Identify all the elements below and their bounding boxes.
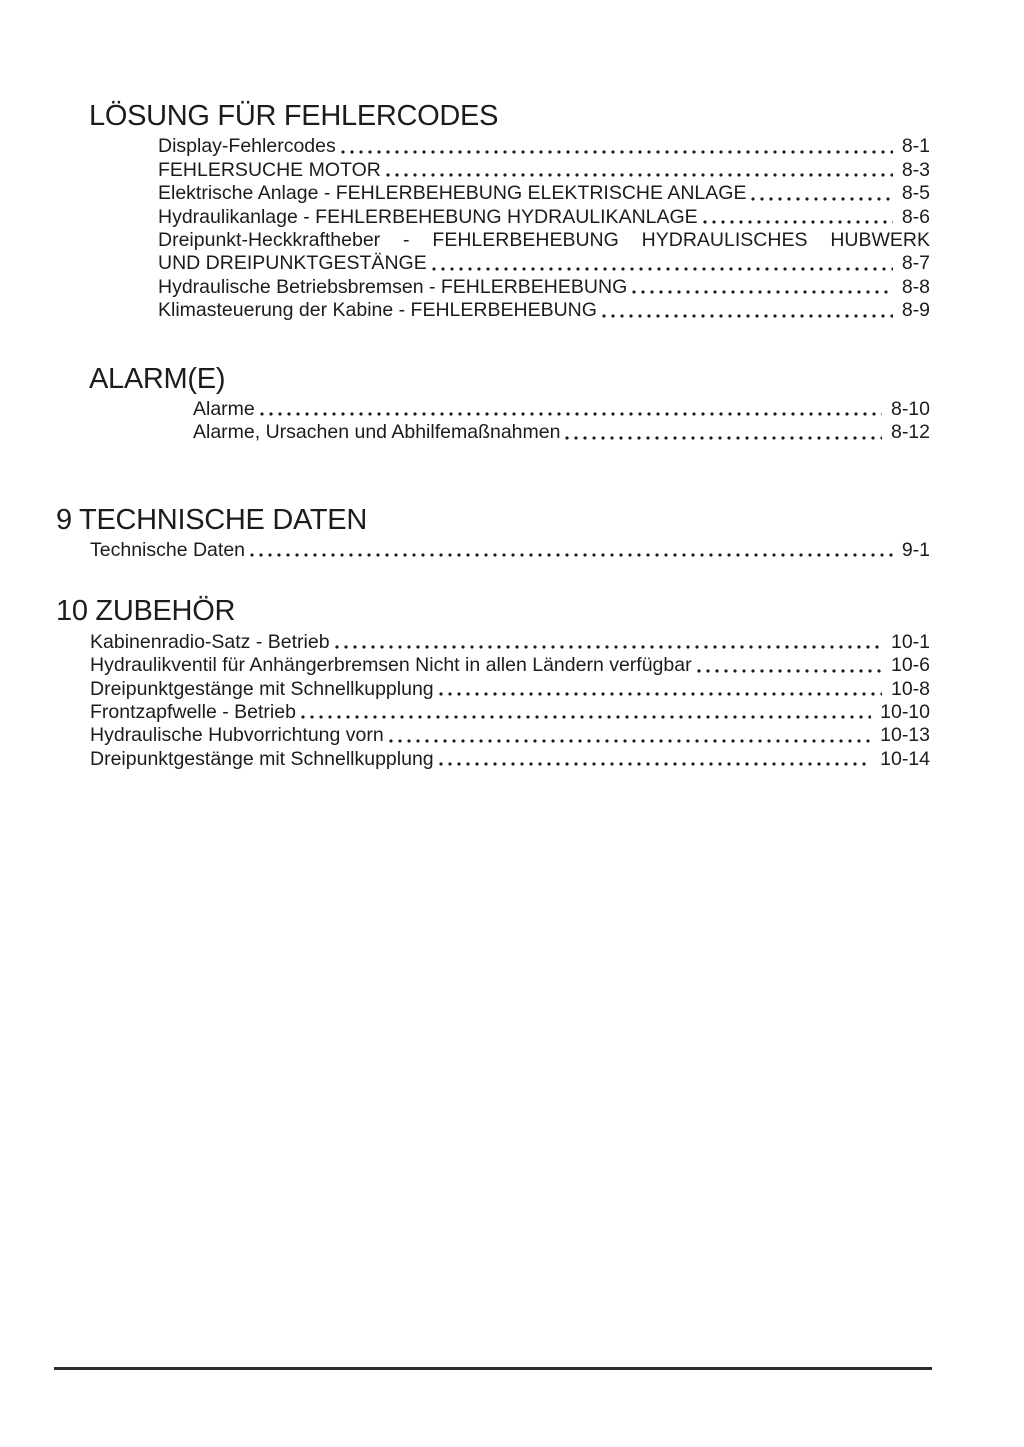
entry-list-zubehoer bbox=[90, 631, 930, 771]
toc-entry bbox=[193, 398, 930, 421]
dot-leader bbox=[248, 539, 893, 562]
entry-title: Display-Fehlercodes bbox=[158, 135, 336, 158]
dot-leader bbox=[299, 701, 871, 724]
entry-title: Kabinenradio-Satz - Betrieb bbox=[90, 630, 330, 653]
section-heading-zubehoer: 10 ZUBEHÖR bbox=[56, 595, 236, 628]
section-heading-technische-daten: 9 TECHNISCHE DATEN bbox=[56, 503, 367, 536]
entry-title: Frontzapfwelle - Betrieb bbox=[90, 700, 296, 723]
entry-title: FEHLERSUCHE MOTOR bbox=[158, 158, 381, 181]
entry-title: Klimasteuerung der Kabine - FEHLERBEHEBUNG bbox=[158, 299, 597, 322]
entry-page-number: 8-10 bbox=[890, 397, 930, 420]
entry-title: Hydraulikventil für Anhängerbremsen Nicht in allen Ländern verfügbar bbox=[90, 654, 692, 677]
dot-leader bbox=[437, 748, 871, 771]
dot-leader bbox=[701, 206, 893, 229]
toc-entry bbox=[90, 631, 930, 654]
entry-title: Dreipunktgestänge mit Schnellkupplung bbox=[90, 747, 434, 770]
entry-page-number: 10-13 bbox=[880, 724, 930, 747]
entry-page-number: 8-1 bbox=[901, 135, 930, 158]
toc-section-zubehoer bbox=[0, 596, 1024, 771]
entry-title: Hydraulische Betriebsbremsen - FEHLERBEHEBUNG bbox=[158, 275, 628, 298]
entry-page-number: 8-8 bbox=[901, 275, 930, 298]
toc-entry bbox=[158, 299, 930, 322]
dot-leader bbox=[339, 135, 893, 158]
dot-leader bbox=[600, 299, 893, 322]
entry-title-line2: UND DREIPUNKTGESTÄNGE bbox=[158, 252, 427, 275]
entry-title: Alarme, Ursachen und Abhilfemaßnahmen bbox=[193, 421, 561, 444]
toc-entry bbox=[158, 135, 930, 158]
toc-entry bbox=[90, 539, 930, 562]
dot-leader bbox=[630, 276, 893, 299]
dot-leader bbox=[749, 182, 892, 205]
toc-section-fehlercodes bbox=[0, 0, 1024, 323]
dot-leader bbox=[258, 398, 882, 421]
entry-title: Hydraulische Hubvorrichtung vorn bbox=[90, 724, 384, 747]
toc-section-technische-daten bbox=[0, 505, 1024, 563]
entry-page-number: 10-10 bbox=[880, 700, 930, 723]
section-heading-alarme: ALARM(E) bbox=[89, 362, 226, 395]
entry-title-line1: Dreipunkt-Heckkraftheber - FEHLERBEHEBUNG HYDRAULISCHES HUBWERK bbox=[158, 228, 930, 251]
toc-entry-two-line bbox=[158, 229, 930, 276]
dot-leader bbox=[387, 724, 871, 747]
section-heading-fehlercodes: LÖSUNG FÜR FEHLERCODES bbox=[89, 100, 499, 132]
toc-entry bbox=[158, 182, 930, 205]
toc-entry bbox=[193, 421, 930, 444]
toc-entry bbox=[158, 159, 930, 182]
toc-entry bbox=[90, 724, 930, 747]
toc-entry bbox=[158, 276, 930, 299]
toc-entry bbox=[90, 701, 930, 724]
toc-entry bbox=[90, 654, 930, 677]
dot-leader bbox=[430, 252, 893, 275]
entry-page-number: 10-6 bbox=[890, 654, 930, 677]
entry-page-number: 10-14 bbox=[880, 747, 930, 770]
toc-entry bbox=[158, 206, 930, 229]
entry-title: Alarme bbox=[193, 397, 255, 420]
toc-entry bbox=[90, 678, 930, 701]
entry-page-number: 8-3 bbox=[901, 158, 930, 181]
toc-section-alarme bbox=[0, 364, 1024, 445]
dot-leader bbox=[333, 631, 882, 654]
entry-list-fehlercodes bbox=[158, 135, 930, 322]
entry-page-number: 9-1 bbox=[901, 539, 930, 561]
entry-title: Hydraulikanlage - FEHLERBEHEBUNG HYDRAULIKANLAGE bbox=[158, 205, 698, 228]
entry-page-number: 8-9 bbox=[901, 299, 930, 322]
entry-title: Elektrische Anlage - FEHLERBEHEBUNG ELEKTRISCHE ANLAGE bbox=[158, 182, 747, 205]
entry-title-line2-row bbox=[158, 252, 930, 275]
entry-title: Technische Daten bbox=[90, 539, 246, 561]
entry-title: Dreipunktgestänge mit Schnellkupplung bbox=[90, 677, 434, 700]
entry-page-number: 8-5 bbox=[901, 182, 930, 205]
entry-page-number: 10-8 bbox=[890, 677, 930, 700]
dot-leader bbox=[563, 421, 882, 444]
dot-leader bbox=[384, 159, 893, 182]
entry-page-number: 10-1 bbox=[890, 630, 930, 653]
entry-page-number: 8-6 bbox=[901, 205, 930, 228]
dot-leader bbox=[437, 678, 882, 701]
entry-page-number: 8-7 bbox=[901, 252, 930, 275]
toc-entry bbox=[90, 748, 930, 771]
dot-leader bbox=[695, 654, 882, 677]
entry-list-alarme bbox=[193, 398, 930, 445]
entry-page-number: 8-12 bbox=[890, 421, 930, 444]
entry-list-technische-daten bbox=[90, 539, 930, 562]
footer-divider-line bbox=[54, 1367, 932, 1370]
